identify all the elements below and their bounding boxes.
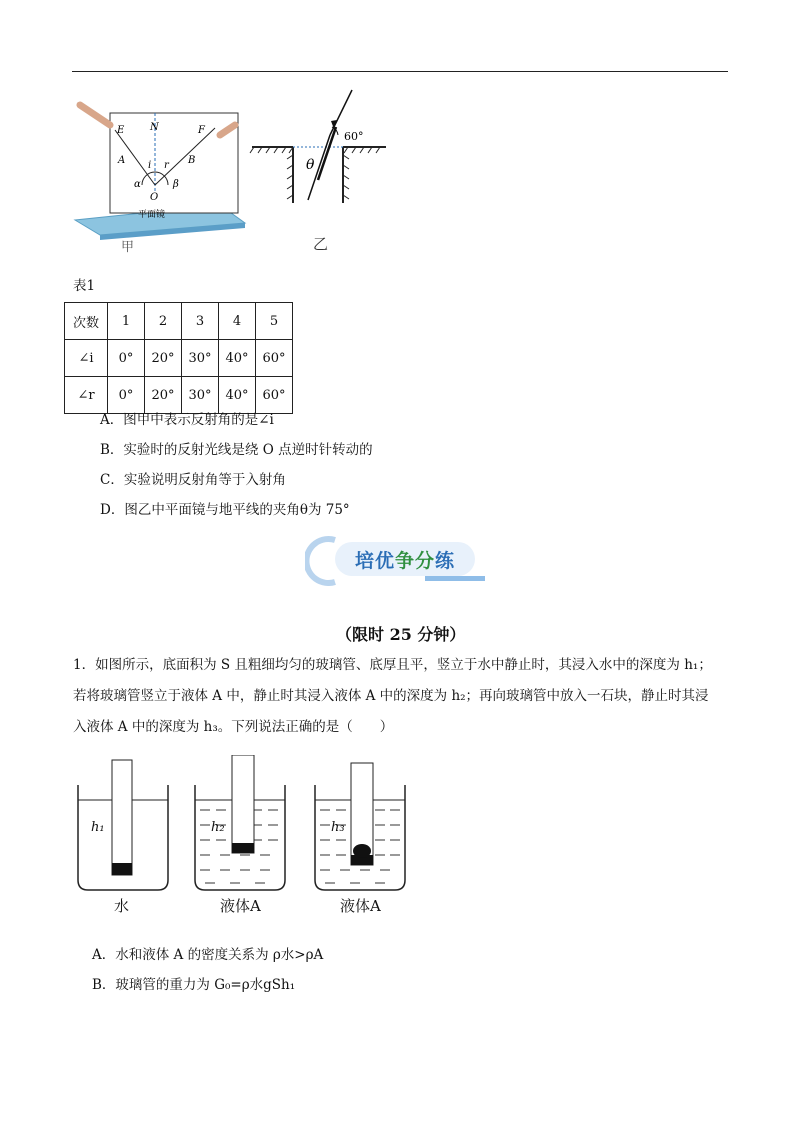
table-cell: 0° [108, 340, 145, 377]
table-cell: 3 [182, 303, 219, 340]
banner [305, 534, 490, 586]
table-cell: 20° [145, 340, 182, 377]
h2-label: h₂ [211, 820, 225, 835]
q1-line2: 若将玻璃管竖立于液体 A 中，静止时其浸入液体 A 中的深度为 h₂；再向玻璃管中放入一石块，静止时其浸 [73, 688, 709, 704]
table1-title: 表1 [73, 278, 96, 294]
figure-jia [70, 95, 250, 255]
table-cell: 1 [108, 303, 145, 340]
table-cell: 60° [256, 377, 293, 414]
table-cell: 20° [145, 377, 182, 414]
table-cell: 60° [256, 340, 293, 377]
banner-part2: 争分 [395, 550, 436, 572]
label-r: r [164, 160, 169, 171]
label-i: i [148, 160, 152, 171]
theta-label: θ [306, 157, 315, 173]
banner-title [355, 546, 455, 573]
beakers-figure [70, 755, 415, 895]
figure-yi [248, 85, 393, 210]
option-b: B．实验时的反射光线是绕 O 点逆时针转动的 [100, 442, 373, 458]
table-cell: 30° [182, 340, 219, 377]
caption-jia: 甲 [121, 240, 135, 255]
table-cell: 4 [219, 303, 256, 340]
table-row [65, 303, 293, 340]
header-rule [72, 71, 728, 72]
label-alpha: α [134, 179, 141, 190]
table-cell: 40° [219, 377, 256, 414]
table-cell: 0° [108, 377, 145, 414]
caption-liquid-a-1: 液体A [220, 897, 261, 915]
label-N: N [150, 122, 159, 133]
banner-part1: 培优 [355, 550, 396, 572]
h1-label: h₁ [91, 820, 105, 835]
option-c: C．实验说明反射角等于入射角 [100, 472, 286, 488]
banner-part3: 练 [435, 550, 456, 572]
caption-liquid-a-2: 液体A [340, 897, 381, 915]
label-beta: β [173, 179, 179, 190]
option-a: A．图甲中表示反射角的是∠i [100, 412, 274, 428]
label-B: B [188, 155, 196, 166]
table-cell: 5 [256, 303, 293, 340]
label-E: E [117, 125, 125, 136]
table-row [65, 340, 293, 377]
table-cell: 30° [182, 377, 219, 414]
q1-line1: 1．如图所示，底面积为 S 且粗细均匀的玻璃管、底厚且平，竖立于水中静止时，其浸入水中的深度为 h₁； [73, 657, 712, 673]
table-cell: 2 [145, 303, 182, 340]
label-F: F [198, 125, 205, 136]
table-row [65, 377, 293, 414]
table-cell: ∠r [65, 377, 108, 414]
section-heading: （限时 25 分钟） [336, 625, 466, 644]
option-d: D．图乙中平面镜与地平线的夹角θ为 75° [100, 502, 350, 518]
q1-line3: 入液体 A 中的深度为 h₃。下列说法正确的是（ ） [73, 719, 394, 735]
h3-label: h₃ [331, 820, 345, 835]
table-cell: 40° [219, 340, 256, 377]
label-A: A [118, 155, 126, 166]
caption-yi: 乙 [313, 235, 329, 253]
label-mirror: 平面镜 [138, 210, 166, 220]
q1-option-b: B．玻璃管的重力为 G₀=ρ水gSh₁ [92, 977, 296, 993]
table-cell: ∠i [65, 340, 108, 377]
label-O: O [150, 192, 159, 203]
q1-option-a: A．水和液体 A 的密度关系为 ρ水>ρA [92, 947, 324, 963]
table-cell: 次数 [65, 303, 108, 340]
angle-60-label: 60° [344, 130, 364, 143]
caption-water: 水 [114, 897, 130, 915]
table1 [64, 302, 293, 414]
